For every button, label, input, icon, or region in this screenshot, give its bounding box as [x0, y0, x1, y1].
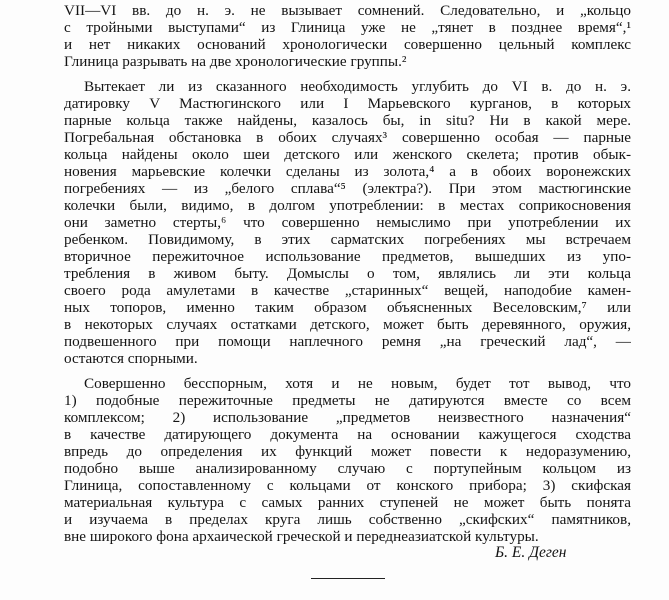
- text-line: и изучаема в пределах круга лишь собственно „скифских“ памятников,: [64, 511, 631, 528]
- text-line: и нет никаких оснований хронологически совершенно цельный комплекс: [64, 36, 631, 53]
- text-line: впредь до определения их функций может повести к недоразумению,: [64, 443, 631, 460]
- text-line: подобно выше анализированному случаю с портупейным кольцом из: [64, 460, 631, 477]
- text-line: они заметно стерты,⁶ что совершенно немыслимо при употреблении их: [64, 214, 631, 231]
- text-line: подвешенного при помощи наплечного ремня „на греческий лад“, —: [64, 333, 631, 350]
- text-line: ребенком. Повидимому, в этих сарматских погребениях мы встречаем: [64, 231, 631, 248]
- text-line: парные кольца также найдены, казалось бы, in situ? Ни в какой мере.: [64, 112, 631, 129]
- author-signature: Б. Е. Деген: [495, 544, 567, 561]
- text-line: колечки были, видимо, в долгом употреблении: в местах соприкосновения: [64, 197, 631, 214]
- text-line: погребениях — из „белого сплава“⁵ (электра?). При этом мастюгинские: [64, 180, 631, 197]
- text-line: остаются спорными.: [64, 350, 198, 367]
- text-line: 1) подобные пережиточные предметы не датируются вместе со всем: [64, 392, 631, 409]
- text-line: Совершенно бесспорным, хотя и не новым, будет тот вывод, что: [84, 375, 631, 392]
- text-line: Погребальная обстановка в обоих случаях³ совершенно особая — парные: [64, 129, 631, 146]
- text-line: новения марьевские колечки сделаны из золота,⁴ а в обоих воронежских: [64, 163, 631, 180]
- text-line: Вытекает ли из сказанного необходимость углубить до VI в. до н. э.: [84, 78, 631, 95]
- text-line: с тройными выступами“ из Глиница уже не „тянет в позднее время“,¹: [64, 19, 631, 36]
- text-line: комплексом; 2) использование „предметов неизвестного назначения“: [64, 409, 631, 426]
- text-line: кольца найдены около шеи детского или женского скелета; против обык-: [64, 146, 631, 163]
- text-line: в качестве датирующего документа на основании кажущегося сходства: [64, 426, 631, 443]
- text-line: вне широкого фона архаической греческой и переднеазиатской культуры.: [64, 528, 539, 545]
- text-line: вторичное пережиточное использование предметов, вышедших из упо-: [64, 248, 631, 265]
- text-line: ных топоров, именно таким образом объясненных Веселовским,⁷ или: [64, 299, 631, 316]
- text-line: Глиница разрывать на две хронологические группы.²: [64, 53, 407, 70]
- text-line: требления в живом быту. Домыслы о том, являлись ли эти кольца: [64, 265, 631, 282]
- text-line: VII—VI вв. до н. э. не вызывает сомнений. Следовательно, и „кольцо: [64, 2, 631, 19]
- section-divider: [311, 578, 385, 579]
- text-line: своего рода амулетами в качестве „старинных“ вещей, наподобие камен-: [64, 282, 631, 299]
- text-line: Глиница, сопоставленному с кольцами от конского прибора; 3) скифская: [64, 477, 631, 494]
- text-line: материальная культура с самых ранних ступеней не может быть понята: [64, 494, 631, 511]
- text-line: датировку V Мастюгинского или I Марьевского курганов, в которых: [64, 95, 631, 112]
- text-line: в некоторых случаях остатками детского, может быть деревянного, оружия,: [64, 316, 631, 333]
